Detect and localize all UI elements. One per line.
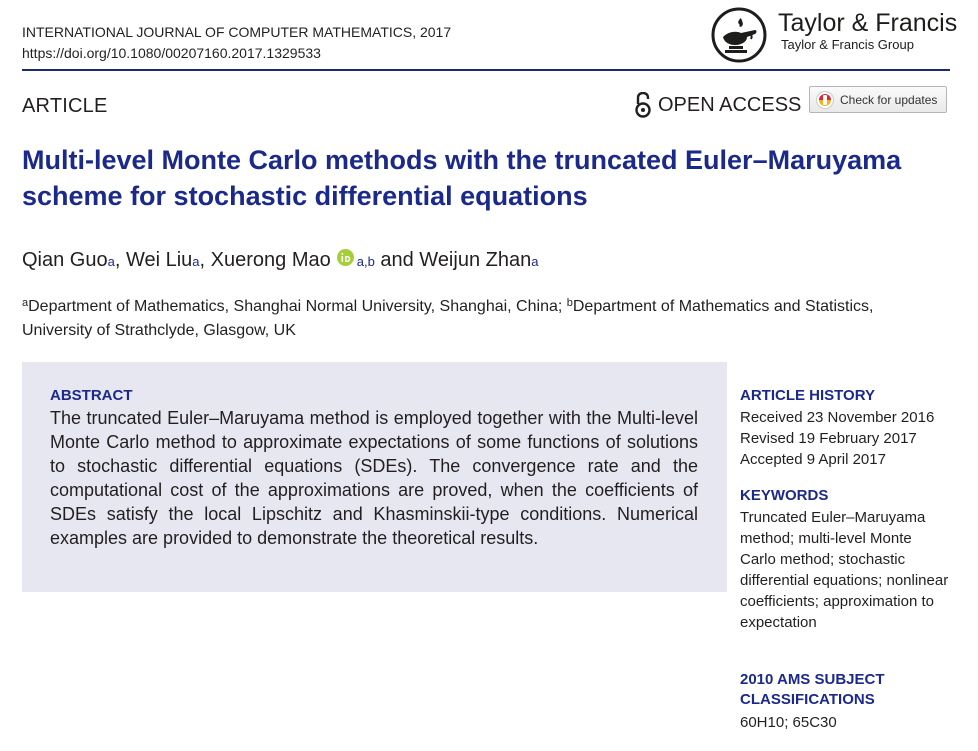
author-name[interactable]: Qian Guo	[22, 249, 108, 271]
header-rule	[22, 69, 950, 71]
affiliation-a: Department of Mathematics, Shanghai Normal University, Shanghai, China;	[28, 298, 567, 315]
open-access-badge	[634, 92, 801, 118]
check-for-updates-label: Check for updates	[840, 92, 938, 107]
keywords-list: Truncated Euler–Maruyama method; multi-level Monte Carlo method; stochastic differential equations; nonlinear coefficients; approximation to expectation	[740, 509, 949, 631]
received-date: Received 23 November 2016	[740, 409, 935, 426]
keywords-heading: KEYWORDS	[740, 487, 829, 504]
publisher-name: Taylor & Francis	[778, 9, 958, 37]
article-history-heading: ARTICLE HISTORY	[740, 387, 876, 404]
affiliation-marker-b: b	[566, 297, 573, 309]
open-access-label: OPEN ACCESS	[658, 94, 802, 116]
abstract-text: The truncated Euler–Maruyama method is employed together with the Multi-level Monte Carlo method to approximate expectations of some functions of solutions to stochastic differential equations (SDEs). The convergence rate and the computational cost of the approximations are proved, when the coefficients of SDEs satisfy the local Lipschitz and Khasminskii-type conditions. Numerical examples are provided to demonstrate the theoretical results.	[50, 408, 698, 548]
crossmark-icon	[816, 91, 834, 109]
open-lock-icon	[634, 92, 652, 118]
affiliation-marker-a: a	[22, 297, 29, 309]
ams-classification-codes: 60H10; 65C30	[740, 714, 837, 731]
author-affiliation-marker: a,b	[356, 254, 375, 269]
article-title: Multi-level Monte Carlo methods with the truncated Euler–Maruyama scheme for stochastic differential equations	[22, 145, 902, 211]
author-separator: ,	[114, 249, 126, 271]
author-name[interactable]: Wei Liu	[125, 249, 193, 271]
author-name[interactable]: Weijun Zhan	[419, 249, 532, 271]
author-separator: and	[374, 249, 420, 271]
author-affiliation-marker: a	[531, 254, 539, 269]
affiliation-b: Department of Mathematics and Statistics, University of Strathclyde, Glasgow, UK	[22, 298, 874, 339]
author-affiliation-marker: a	[107, 254, 115, 269]
author-name[interactable]: Xuerong Mao	[210, 249, 331, 271]
author-list	[22, 246, 538, 276]
affiliations	[22, 291, 942, 343]
publisher-group: Taylor & Francis Group	[781, 37, 914, 52]
taylor-francis-lamp-logo-icon	[711, 7, 767, 63]
ams-classification-heading: 2010 AMS SUBJECT CLASSIFICATIONS	[740, 671, 885, 708]
journal-name: INTERNATIONAL JOURNAL OF COMPUTER MATHEMATICS, 2017	[22, 24, 452, 40]
author-affiliation-marker: a	[192, 254, 200, 269]
accepted-date: Accepted 9 April 2017	[740, 451, 886, 468]
revised-date: Revised 19 February 2017	[740, 430, 917, 447]
article-type-label: ARTICLE	[22, 95, 108, 117]
abstract-heading: ABSTRACT	[50, 387, 133, 404]
author-separator: ,	[199, 249, 211, 271]
orcid-icon[interactable]	[337, 249, 354, 266]
check-for-updates-button[interactable]	[809, 86, 947, 113]
doi-link[interactable]: https://doi.org/10.1080/00207160.2017.1329533	[22, 45, 321, 61]
